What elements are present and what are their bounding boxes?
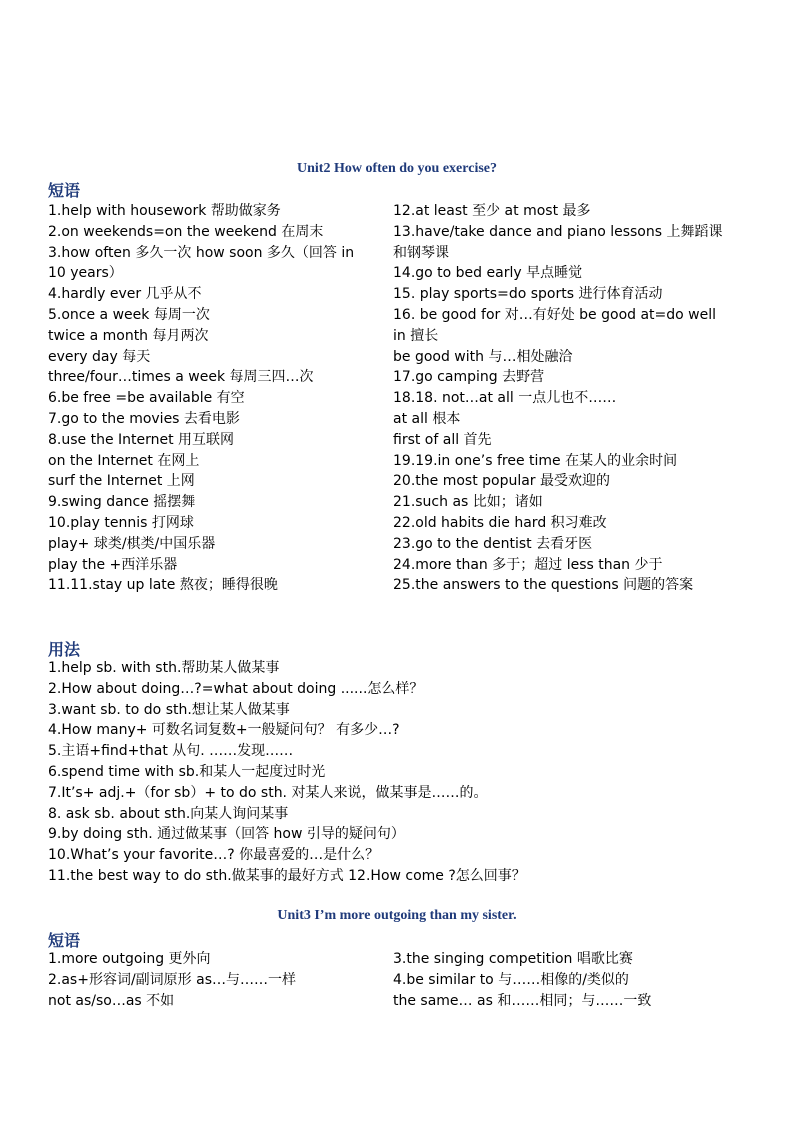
- phrase-item: 11.11.stay up late 熬夜；睡得很晚: [48, 577, 278, 594]
- usage-item: 3.want sb. to do sth.想让某人做某事: [48, 701, 290, 718]
- unit3-title: Unit3 I’m more outgoing than my sister.: [277, 908, 517, 923]
- usage-item: 8. ask sb. about sth.向某人询问某事: [48, 805, 289, 822]
- phrase-item: 7.go to the movies 去看电影: [48, 410, 240, 427]
- unit2-phrases-right-column: [393, 201, 743, 596]
- usage-item: 7.It’s+ adj.+（for sb）+ to do sth. 对某人来说，做某事是……的。: [48, 784, 488, 801]
- usage-item: 1.help sb. with sth.帮助某人做某事: [48, 660, 280, 676]
- usage-item: 11.the best way to do sth.做某事的最好方式 12.How come ?怎么回事？: [48, 867, 526, 884]
- phrase-item: 12.at least 至少 at most 最多: [393, 203, 591, 219]
- usage-item: 9.by doing sth. 通过做某事（回答 how 引导的疑问句）: [48, 826, 405, 843]
- phrase-item: 和钢琴课: [393, 244, 449, 261]
- unit2-title: Unit2 How often do you exercise?: [297, 161, 497, 176]
- phrase-item: twice a month 每月两次: [48, 327, 209, 344]
- phrase-item: the same… as 和……相同；与……一致: [393, 992, 652, 1009]
- usage-item: 4.How many+ 可数名词复数+一般疑问句？ 有多少…?: [48, 722, 400, 739]
- phrase-item: 16. be good for 对…有好处 be good at=do well: [393, 306, 717, 323]
- phrase-item: 14.go to bed early 早点睡觉: [393, 265, 583, 282]
- phrase-item: 13.have/take dance and piano lessons 上舞蹈课: [393, 223, 723, 240]
- phrase-item: 18.18. not…at all 一点儿也不……: [393, 390, 617, 407]
- phrase-item: 17.go camping 去野营: [393, 369, 545, 386]
- usage-item: 10.What’s your favorite…? 你最喜爱的…是什么？: [48, 847, 380, 864]
- unit3-phrases-heading: 短语: [48, 931, 81, 950]
- phrase-item: surf the Internet 上网: [48, 473, 195, 490]
- phrase-item: 3.the singing competition 唱歌比赛: [393, 951, 633, 967]
- phrase-item: 20.the most popular 最受欢迎的: [393, 473, 611, 490]
- unit3-phrases-right-column: [393, 949, 743, 1011]
- phrase-item: 3.how often 多久一次 how soon 多久（回答 in: [48, 244, 355, 261]
- phrase-item: 24.more than 多于；超过 less than 少于: [393, 556, 663, 573]
- phrase-item: 1.more outgoing 更外向: [48, 951, 211, 967]
- phrase-item: 23.go to the dentist 去看牙医: [393, 535, 593, 552]
- unit2-phrases-heading: 短语: [48, 181, 81, 200]
- unit2-usage-list: [48, 658, 748, 887]
- phrase-item: 21.such as 比如；诸如: [393, 494, 543, 511]
- unit2-usage-heading: 用法: [48, 640, 81, 659]
- phrase-item: 1.help with housework 帮助做家务: [48, 203, 281, 219]
- phrase-item: 10.play tennis 打网球: [48, 514, 194, 531]
- phrase-item: not as/so…as 不如: [48, 992, 175, 1009]
- phrase-item: 4.hardly ever 几乎从不: [48, 286, 202, 303]
- usage-item: 5.主语+find+that 从句. ……发现……: [48, 743, 294, 760]
- phrase-item: be good with 与…相处融洽: [393, 348, 573, 365]
- phrase-item: 5.once a week 每周一次: [48, 306, 210, 323]
- phrase-item: in 擅长: [393, 327, 439, 344]
- phrase-item: play+ 球类/棋类/中国乐器: [48, 535, 216, 552]
- phrase-item: three/four…times a week 每周三四…次: [48, 369, 314, 386]
- phrase-item: 8.use the Internet 用互联网: [48, 431, 235, 448]
- phrase-item: on the Internet 在网上: [48, 452, 200, 469]
- phrase-item: at all 根本: [393, 410, 461, 427]
- phrase-item: every day 每天: [48, 348, 151, 365]
- phrase-item: first of all 首先: [393, 431, 492, 448]
- phrase-item: 19.19.in one’s free time 在某人的业余时间: [393, 452, 678, 469]
- phrase-item: 6.be free =be available 有空: [48, 390, 245, 407]
- phrase-item: 2.as+形容词/副词原形 as…与……一样: [48, 971, 297, 988]
- phrase-item: 4.be similar to 与……相像的/类似的: [393, 971, 629, 988]
- usage-item: 6.spend time with sb.和某人一起度过时光: [48, 763, 326, 780]
- usage-item: 2.How about doing…?=what about doing ......怎么样？: [48, 680, 424, 697]
- phrase-item: 22.old habits die hard 积习难改: [393, 514, 607, 531]
- phrase-item: 2.on weekends=on the weekend 在周末: [48, 223, 324, 240]
- unit3-phrases-left-column: [48, 949, 388, 1011]
- phrase-item: 9.swing dance 摇摆舞: [48, 494, 196, 511]
- phrase-item: play the +西洋乐器: [48, 556, 178, 573]
- phrase-item: 25.the answers to the questions 问题的答案: [393, 577, 694, 594]
- unit2-phrases-left-column: [48, 201, 388, 596]
- phrase-item: 10 years）: [48, 265, 123, 282]
- phrase-item: 15. play sports=do sports 进行体育活动: [393, 286, 663, 303]
